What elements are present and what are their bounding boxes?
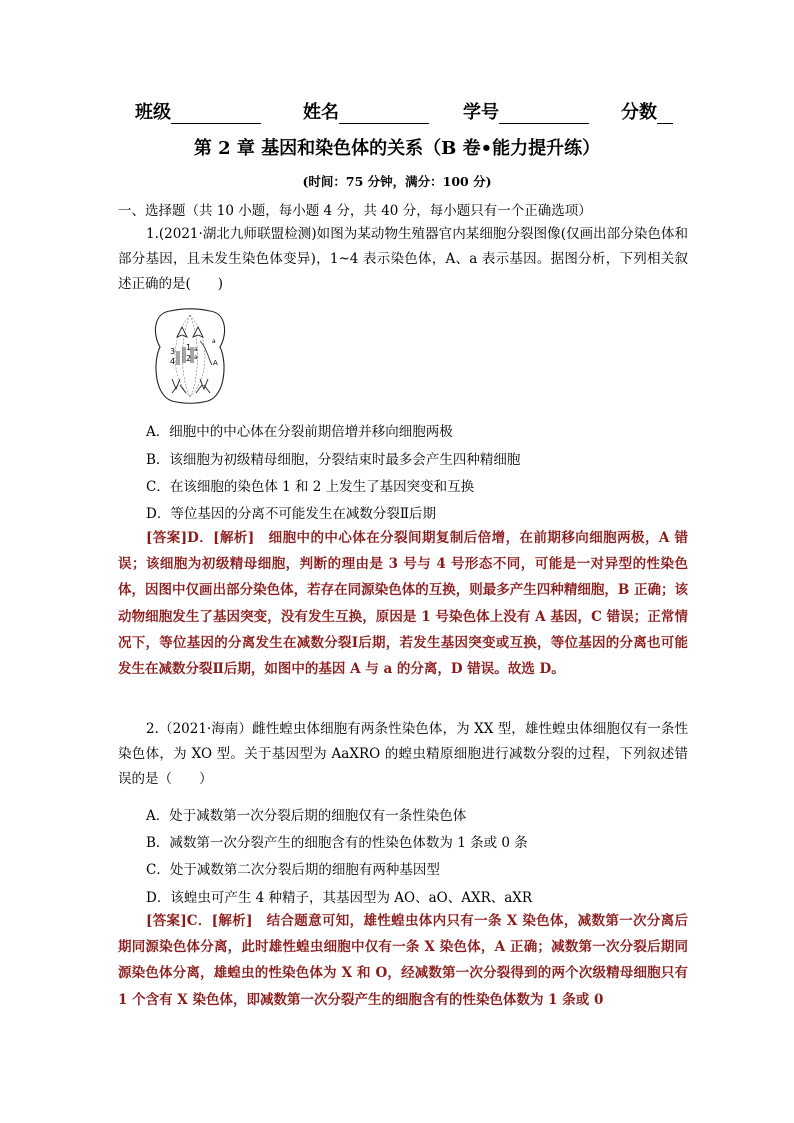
- id-label: 学号: [463, 102, 499, 123]
- question-1-option-a: A．细胞中的中心体在分裂前期倍增并移向细胞两极: [146, 424, 453, 440]
- question-1-option-b: B．该细胞为初级精母细胞，分裂结束时最多会产生四种精细胞: [146, 452, 521, 468]
- class-field: [135, 98, 261, 124]
- question-1-stem: 1.(2021·湖北九师联盟检测)如图为某动物生殖器官内某细胞分裂图像(仅画出部分染色体和部分基因，且未发生染色体变异)，1~4 表示染色体，A、a 表示基因。据图分析，下列相关叙述正确的是( ): [118, 226, 688, 292]
- id-blank[interactable]: [499, 105, 589, 124]
- gene-label-a-3: a: [212, 338, 216, 345]
- class-blank[interactable]: [171, 105, 261, 124]
- name-label: 姓名: [303, 102, 339, 123]
- name-field: [303, 98, 429, 124]
- name-blank[interactable]: [339, 105, 429, 124]
- chromosome-label-3: 3: [170, 347, 176, 356]
- question-1-answer: [答案]D．[解析] 细胞中的中心体在分裂间期复制后倍增，在前期移向细胞两极，A 错误；该细胞为初级精母细胞，判断的理由是 3 号与 4 号形态不同，可能是一对异型的性染色体，因图中仅画出部分染色体，若存在同源染色体的互换，则最多产生四种精细胞，B 正确；该动物细胞发生了基因突变，没有发生互换，原因是 1 号染色体上没有 A 基因，C 错误；正常情况下，等位基因的分离发生在减数分裂Ⅰ后期，若发生基因突变或互换，等位基因的分离也可能发生在减数分裂Ⅱ后期，如图中的基因 A 与 a 的分离，D 错误。故选 D。: [118, 530, 688, 678]
- id-field: [463, 98, 589, 124]
- chromosome-label-2: 2: [186, 354, 192, 363]
- gene-label-a-2: a: [194, 354, 198, 361]
- section-heading: 一、选择题（共 10 小题，每小题 4 分，共 40 分，每小题只有一个正确选项）: [118, 203, 592, 219]
- question-2-stem: 2.（2021·海南）雌性蝗虫体细胞有两条性染色体，为 XX 型，雄性蝗虫体细胞仅有一条性染色体，为 XO 型。关于基因型为 AaXRO 的蝗虫精原细胞进行减数分裂的过程，下列叙述错误的是（ ）: [118, 721, 688, 787]
- question-2-option-d: D．该蝗虫可产生 4 种精子，其基因型为 AO、aO、AXR、aXR: [146, 890, 533, 906]
- page-title: 第 2 章 基因和染色体的关系（B 卷•能力提升练）: [193, 138, 601, 159]
- question-2-option-b: B．减数第一次分裂产生的细胞含有的性染色体数为 1 条或 0 条: [146, 835, 528, 851]
- question-2-option-c: C．处于减数第二次分裂后期的细胞有两种基因型: [146, 862, 440, 878]
- score-blank[interactable]: [657, 105, 673, 124]
- question-1-option-c: C．在该细胞的染色体 1 和 2 上发生了基因突变和互换: [146, 479, 475, 495]
- question-2-answer: [答案]C．[解析] 结合题意可知，雄性蝗虫体内只有一条 X 染色体，减数第一次分离后期同源染色体分离，此时雄性蝗虫细胞中仅有一条 X 染色体，A 正确；减数第一次分裂后期同源染色体分离，雄蝗虫的性染色体为 X 和 O，经减数第一次分裂得到的两个次级精母细胞只有 1 个含有 X 染色体，即减数第一次分裂产生的细胞含有的性染色体数为 1 条或 0: [118, 913, 688, 1008]
- score-label: 分数: [621, 102, 657, 123]
- chromosome-label-4: 4: [170, 357, 176, 366]
- gene-label-a-1: a: [194, 346, 198, 353]
- cell-division-figure: [150, 307, 230, 405]
- student-info-line: [135, 98, 680, 122]
- chromosome-label-1: 1: [186, 343, 192, 352]
- score-field: [621, 98, 673, 124]
- gene-label-A: A: [213, 359, 218, 367]
- question-2-option-a: A．处于减数第一次分裂后期的细胞仅有一条性染色体: [146, 808, 467, 824]
- question-1-option-d: D．等位基因的分离不可能发生在减数分裂Ⅱ后期: [146, 506, 436, 522]
- class-label: 班级: [135, 102, 171, 123]
- page-subtitle: (时间：75 分钟，满分：100 分): [302, 174, 492, 189]
